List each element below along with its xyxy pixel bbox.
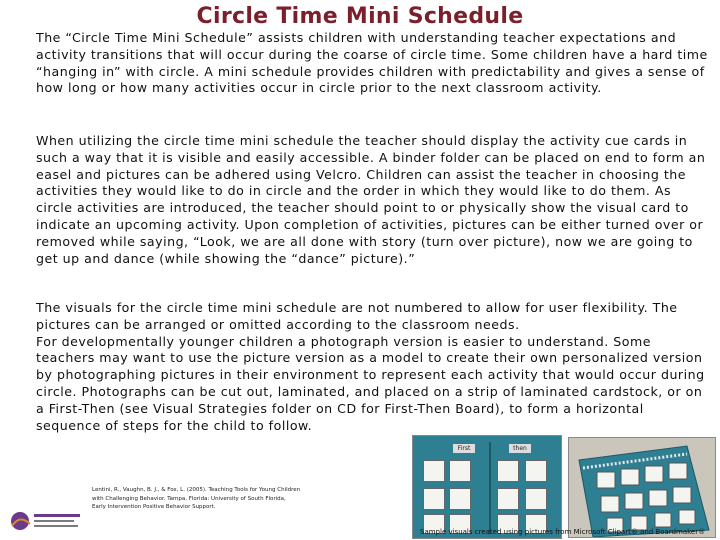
picture-card: [449, 488, 471, 510]
organization-logo: [8, 508, 84, 534]
picture-card: [525, 488, 547, 510]
board-divider: [489, 442, 491, 534]
citation-line: Early Intervention Positive Behavior Support.: [92, 504, 216, 510]
picture-card: [525, 460, 547, 482]
picture-card: [423, 460, 445, 482]
binder-easel-photo: [568, 437, 716, 538]
first-then-board-photo: [412, 435, 562, 539]
usage-paragraph: When utilizing the circle time mini schedule the teacher should display the activity cue cards in such a way that it is visible and easily accessible. A binder folder can be placed on end to form an easel and pictures can be adhered using Velcro. Children can assist the teacher in choosing the activities they would like to do in circle and the order in which they would like to do them. As circle activities are introduced, the teacher should point to or physically show the visual card to indicate an upcoming activity. Upon completion of activities, pictures can be either turned over or removed while saying, “Look, we are all done with story (turn over picture), now we are going to get up and dance (while showing the “dance” picture).”: [36, 133, 706, 266]
picture-card: [497, 488, 519, 510]
citation-line: Lentini, R., Vaughn, B. J., & Fox, L. (2005). Teaching Tools for Young Children: [92, 487, 301, 493]
binder-easel-illustration: [569, 438, 715, 537]
intro-paragraph: The “Circle Time Mini Schedule” assists children with understanding teacher expectations and activity transitions that will occur during the coarse of circle time. Some children have a hard time “hanging in” with circle. A mini schedule provides children with predictability and gives a sense of how long or how many activities occur in circle prior to the next classroom activity.: [36, 30, 708, 96]
picture-card: [449, 460, 471, 482]
citation-line: with Challenging Behavior. Tampa, Florida: University of South Florida,: [92, 495, 286, 502]
picture-card: [497, 460, 519, 482]
page-title: Circle Time Mini Schedule: [196, 4, 524, 29]
first-label: First: [453, 444, 475, 453]
image-caption: Sample visuals created using pictures from Microsoft Clipart® and Boardmaker®: [420, 528, 706, 536]
visuals-paragraph: The visuals for the circle time mini schedule are not numbered to allow for user flexibility. The pictures can be arranged or omitted according to the classroom needs. For developmentally younger children a photograph version is easier to understand. Some teachers may want to use the picture version as a model to create their own personalized version by photographing pictures in their environment to represent each activity that would occur during circle. Photographs can be cut out, laminated, and placed on a strip of laminated cardstock, or on a First-Then (see Visual Strategies folder on CD for First-Then Board), to form a horizontal sequence of steps for the child to follow.: [36, 300, 705, 433]
then-label: then: [509, 444, 531, 453]
picture-card: [423, 488, 445, 510]
citation: [92, 486, 332, 512]
